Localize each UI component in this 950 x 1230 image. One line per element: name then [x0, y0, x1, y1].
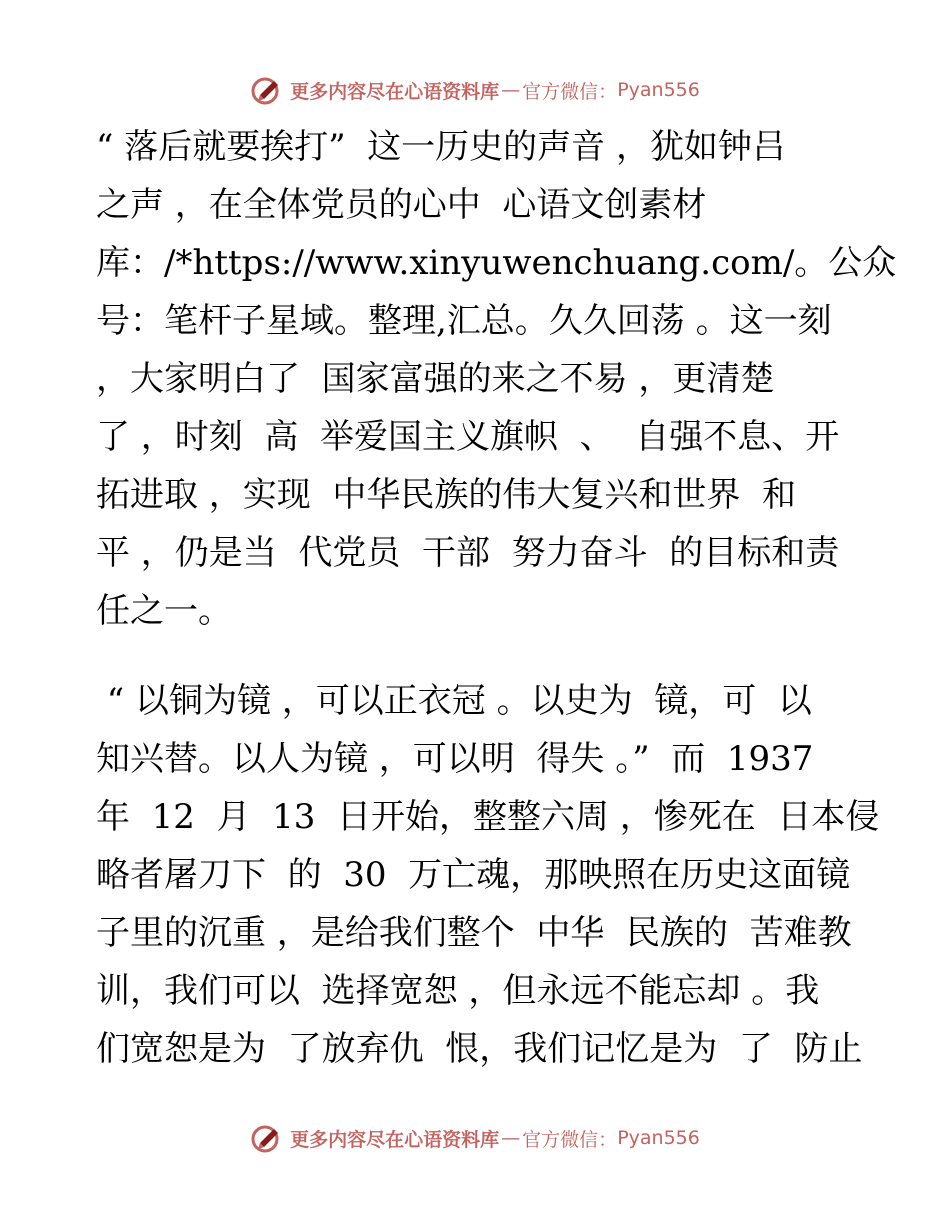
text-line: 拓进取 ，实现 中华民族的伟大复兴和世界 和 [96, 475, 797, 515]
footer-banner [0, 1118, 950, 1158]
banner-suffix: 官方微信： [522, 1128, 618, 1151]
text-line: 训，我们可以 选择宽恕 ，但永远不能忘却 。我 [96, 971, 820, 1011]
text-line: 之声 ，在全体党员的心中 心语文创素材 [96, 185, 707, 225]
banner-separator: — [501, 1127, 521, 1149]
header-banner [0, 70, 950, 110]
text-line: 平 ，仍是当 代党员 干部 努力奋斗 的目标和责 [96, 533, 840, 573]
text-line: 子里的沉重 ，是给我们整个 中华 民族的 苦难教 [96, 913, 852, 953]
text-line: 们宽恕是为 了放弃仇 恨，我们记忆是为 了 防止 [96, 1029, 863, 1069]
text-line: “ 以铜为镜 ，可以正衣冠 。以史为 镜，可 以 [96, 681, 812, 721]
text-line: ，大家明白了 国家富强的来之不易 ，更清楚 [96, 359, 775, 399]
banner-text: 更多内容尽在心语资料库 [290, 1128, 500, 1151]
text-line: 略者屠刀下 的 30 万亡魂，那映照在历史这面镜 [96, 855, 851, 895]
paragraph-1 [96, 118, 897, 640]
banner-wechat-id: Pyan556 [617, 1127, 700, 1149]
text-line: 年 12 月 13 日开始，整整六周 ，惨死在 日本侵 [96, 797, 880, 837]
banner-text: 更多内容尽在心语资料库 [290, 80, 500, 103]
paragraph-gap [96, 640, 856, 672]
document-body [96, 118, 897, 1078]
text-line: 知兴替。以人为镜 ，可以明 得失 。” 而 1937 [96, 739, 814, 779]
pen-logo-icon [250, 73, 284, 107]
banner-suffix: 官方微信： [522, 80, 618, 103]
paragraph-2 [96, 672, 880, 1078]
pen-logo-icon [250, 1121, 284, 1155]
banner-separator: — [501, 79, 521, 101]
banner-wechat-id: Pyan556 [617, 79, 700, 101]
text-line: 了 ，时刻 高 举爱国主义旗帜 、 自强不息、开 [96, 417, 840, 457]
text-line: 任之一。 [96, 591, 232, 631]
text-line: 库：/*https://www.xinyuwenchuang.com/。公众 [96, 243, 897, 283]
text-line: “ 落后就要挨打” 这一历史的声音 ，犹如钟吕 [96, 127, 786, 167]
text-line: 号：笔杆子星域。整理,汇总。久久回荡 。这一刻 [96, 301, 832, 341]
